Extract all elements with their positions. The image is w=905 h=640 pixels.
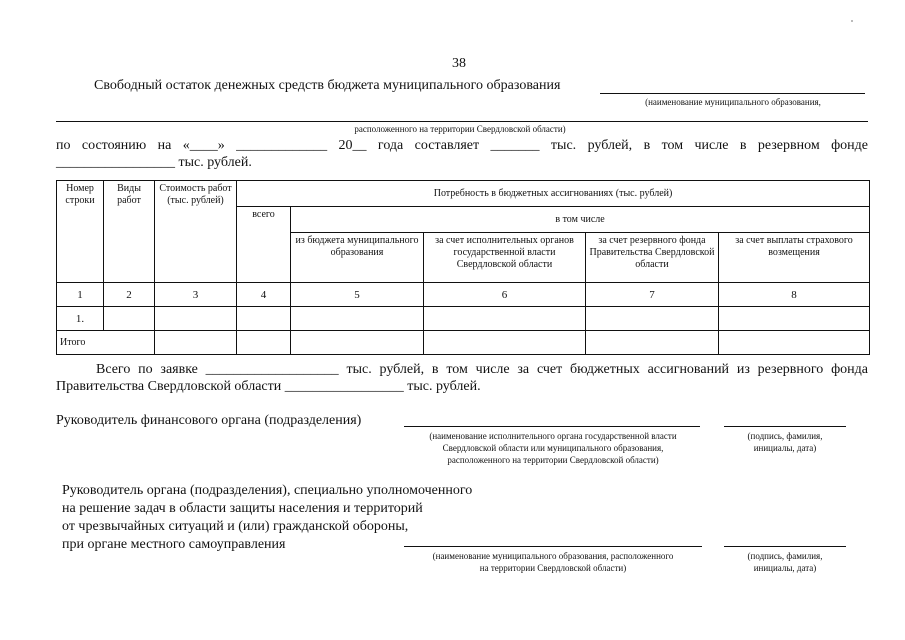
row-label: 1. (57, 307, 104, 331)
table-cell[interactable] (104, 307, 155, 331)
municipality-name-line[interactable] (600, 93, 865, 94)
status-line-2: _________________ тыс. рублей. (56, 155, 252, 170)
emergency-head-label: Руководитель органа (подразделения), специально уполномоченного на решение задач в области защиты населения и территорий от чрезвычайных ситуаций и (или) гражданской обороны, при органе местного самоуправления (62, 483, 473, 552)
table-cell[interactable] (155, 331, 237, 355)
finance-head-label: Руководитель финансового органа (подразделения) (56, 413, 362, 428)
table-cell[interactable] (155, 307, 237, 331)
emergency-sign-line[interactable] (724, 546, 846, 547)
header-need: Потребность в бюджетных ассигнованиях (тыс. рублей) (237, 181, 870, 207)
page-number: 38 (452, 56, 466, 71)
table-cell[interactable] (719, 331, 870, 355)
table-cell[interactable] (291, 331, 424, 355)
table-cell[interactable] (424, 331, 586, 355)
column-number: 2 (104, 283, 155, 307)
scan-speck (851, 20, 853, 22)
column-number: 4 (237, 283, 291, 307)
caption-finance-sign: (подпись, фамилия, инициалы, дата) (747, 431, 823, 453)
header-executive: за счет исполнительных органов государственной власти Свердловской области (424, 233, 586, 283)
finance-org-line[interactable] (404, 426, 700, 427)
table-cell[interactable] (719, 307, 870, 331)
caption-emergency-org: (наименование муниципального образования, расположенного на территории Свердловской области) (432, 551, 674, 573)
table-cell[interactable] (237, 307, 291, 331)
application-line-1: Всего по заявке ___________________ тыс. рублей, в том числе за счет бюджетных ассигнований из резервного фонда (96, 362, 868, 377)
table-cell[interactable] (424, 307, 586, 331)
application-line-2: Правительства Свердловской области _________________ тыс. рублей. (56, 379, 481, 394)
header-municipal: из бюджета муниципального образования (291, 233, 424, 283)
header-including: в том числе (291, 207, 870, 233)
caption-emergency-sign: (подпись, фамилия, инициалы, дата) (747, 551, 823, 573)
header-work-type: Виды работ (104, 181, 155, 283)
header-reserve: за счет резервного фонда Правительства Свердловской области (586, 233, 719, 283)
header-total: всего (237, 207, 291, 283)
column-number: 8 (719, 283, 870, 307)
table-cell[interactable] (237, 331, 291, 355)
column-number: 3 (155, 283, 237, 307)
caption-located: расположенного на территории Свердловской области) (354, 124, 566, 134)
total-row-label: Итого (57, 331, 155, 355)
budget-needs-table (56, 180, 870, 355)
column-number: 6 (424, 283, 586, 307)
column-number: 1 (57, 283, 104, 307)
status-line-1: по состоянию на «____» _____________ 20__ года составляет _______ тыс. рублей, в том числе в резервном фонде (56, 138, 868, 153)
finance-sign-line[interactable] (724, 426, 846, 427)
municipality-location-line[interactable] (56, 121, 868, 122)
column-number: 7 (586, 283, 719, 307)
table-cell[interactable] (586, 307, 719, 331)
header-cost: Стоимость работ (тыс. рублей) (155, 181, 237, 283)
column-number: 5 (291, 283, 424, 307)
caption-finance-org: (наименование исполнительного органа государственной власти Свердловской области или муниципального образования, расположенного на территории Свердловской области) (429, 431, 677, 465)
emergency-org-line[interactable] (404, 546, 702, 547)
table-cell[interactable] (586, 331, 719, 355)
table-cell[interactable] (291, 307, 424, 331)
caption-municipality-name: (наименование муниципального образования, (645, 97, 821, 107)
header-insurance: за счет выплаты страхового возмещения (719, 233, 870, 283)
header-row-number: Номер строки (57, 181, 104, 283)
form-title: Свободный остаток денежных средств бюджета муниципального образования (94, 78, 561, 93)
